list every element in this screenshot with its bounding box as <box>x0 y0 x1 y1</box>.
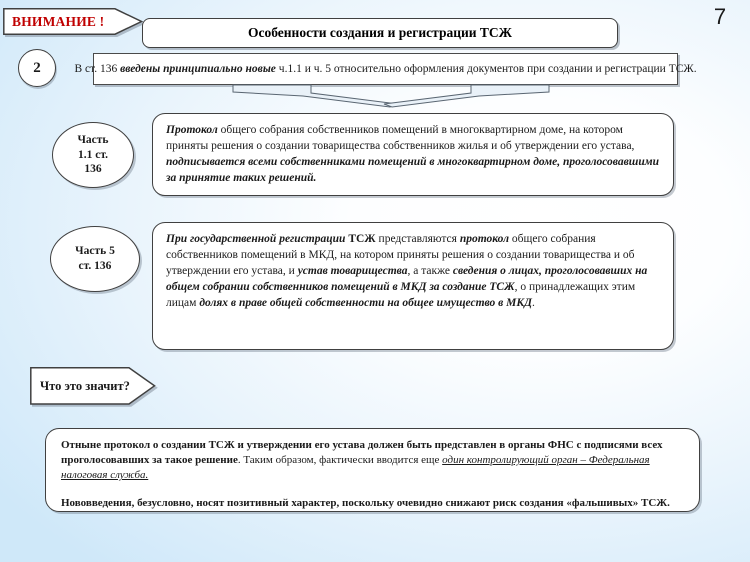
bubble-line: ст. 136 <box>78 260 112 272</box>
intro-box <box>74 53 697 85</box>
section-text-1: Протокол общего собрания собственников помещений в многоквартирном доме, на котором приняты решения о создании товарищества собственников жилья и об утверждении его устава, подписывается всеми собственниками помещений в многоквартирном доме, проголосовавшими за принятие таких решений. <box>166 124 659 184</box>
bubble-line: Часть <box>77 133 109 146</box>
part-bubble-1 <box>52 122 134 188</box>
attention-banner <box>3 8 143 35</box>
slide-title: Особенности создания и регистрации ТСЖ <box>247 25 513 40</box>
conclusion-paragraph-2: Нововведения, безусловно, носят позитивный характер, поскольку очевидно снижают риск создания «фальшивых» ТСЖ. <box>61 497 670 509</box>
section-box-1 <box>152 113 674 196</box>
arrow-right-wedge <box>384 85 549 107</box>
part-bubble-2 <box>50 226 140 292</box>
step-number: 2 <box>33 59 41 76</box>
conclusion-paragraph-1: Отныне протокол о создании ТСЖ и утверждении его устава должен быть представлен в органы ФНС с подписями всех проголосовавших за такое решение. Таким образом, фактически вводится еще один контролирующий орган – Федеральная налоговая служба. <box>61 439 663 481</box>
intro-text: В ст. 136 введены принципиально новые ч.1.1 и ч. 5 относительно оформления документов при создании и регистрации ТСЖ. <box>74 63 697 75</box>
section-text-2: При государственной регистрации ТСЖ представляются протокол общего собрания собственников помещений в МКД, на котором приняты решения о создании товарищества и об утверждении его устава, и устав товарищества, а также сведения о лицах, проголосовавших на общем собрании собственников помещений в МКД за создание ТСЖ, о принадлежащих этим лицам долях в праве общей собственности на общее имущество в МКД. <box>166 233 648 309</box>
split-arrow-connector <box>225 84 557 110</box>
section-box-2 <box>152 222 674 350</box>
title-box <box>142 18 618 48</box>
question-banner <box>30 367 156 405</box>
bubble-line: Часть 5 <box>75 245 115 258</box>
conclusion-box <box>45 428 700 512</box>
question-label: Что это значит? <box>40 378 130 393</box>
page-number: 7 <box>713 4 727 29</box>
bubble-line: 136 <box>84 163 102 176</box>
arrow-left-wedge <box>233 85 398 107</box>
step-circle <box>18 49 56 87</box>
attention-label: ВНИМАНИЕ ! <box>12 13 105 29</box>
bubble-line: 1.1 ст. <box>77 148 108 161</box>
